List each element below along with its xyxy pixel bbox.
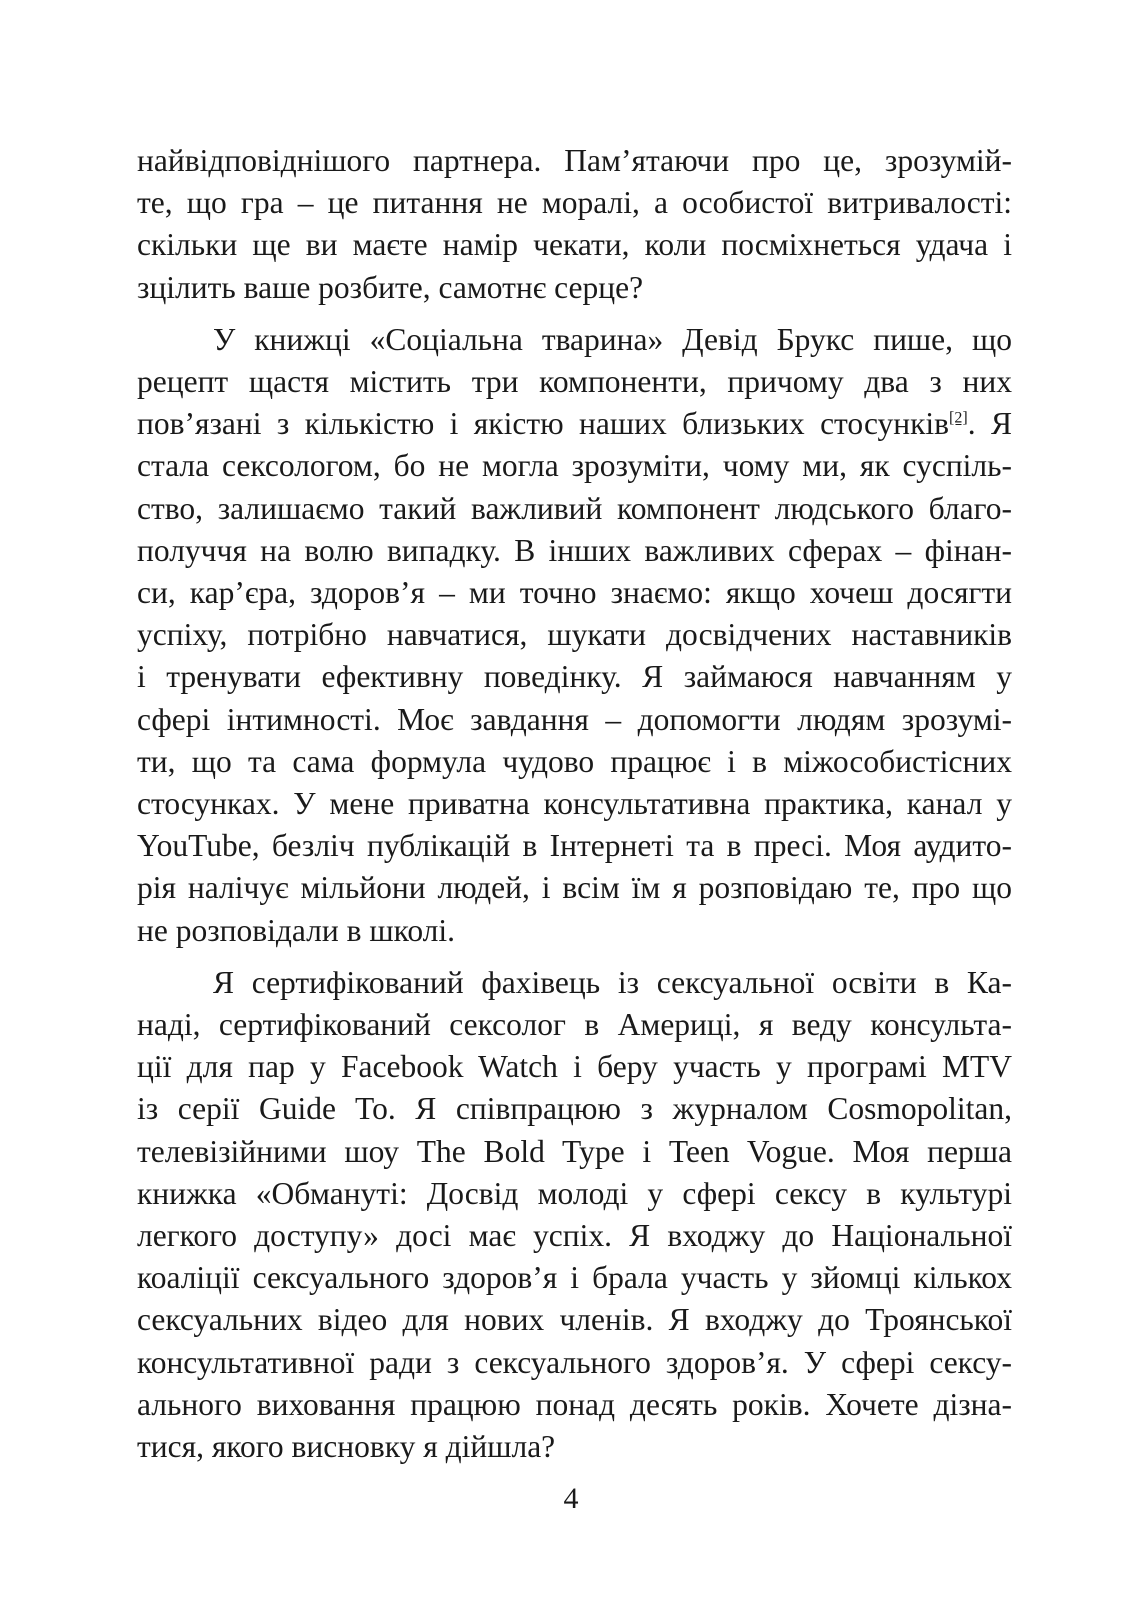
- text-line: У книжці «Соціальна тварина» Девід Брукс пише, що: [213, 321, 1012, 357]
- text-line: рія налічує мільйони людей, і всім їм я розповідаю те, про що: [137, 870, 1012, 906]
- text-line: YouTube, безліч публікацій в Інтернеті та в пресі. Моя аудито-: [137, 828, 1012, 864]
- text-line: тися, якого висновку я дійшла?: [137, 1429, 556, 1465]
- text-line: коаліції сексуального здоров’я і брала участь у зйомці кількох: [137, 1260, 1012, 1296]
- footnote-reference-link[interactable]: [2]: [949, 409, 968, 427]
- text-line: сексуальних відео для нових членів. Я входжу до Троянської: [137, 1302, 1012, 1338]
- text-line: те, що гра – це питання не моралі, а особистої витривалості:: [137, 185, 1012, 221]
- text-line: рецепт щастя містить три компоненти, причому два з них: [137, 364, 1012, 400]
- text-line: наді, сертифікований сексолог в Америці, я веду консульта-: [137, 1007, 1012, 1043]
- text-line: ти, що та сама формула чудово працює і в міжособистісних: [137, 743, 1012, 779]
- text-line: сфері інтимності. Моє завдання – допомогти людям зрозумі-: [137, 701, 1012, 737]
- page-number: 4: [563, 1482, 579, 1515]
- text-line: книжка «Обмануті: Досвід молоді у сфері сексу в культурі: [137, 1175, 1012, 1211]
- text-line-with-footnote: [137, 403, 1012, 445]
- paragraph-1: [137, 140, 1012, 309]
- paragraph-2: [137, 319, 1012, 952]
- text-line: ального виховання працюю понад десять років. Хочете дізна-: [137, 1386, 1012, 1422]
- text-line: зцілить ваше розбите, самотнє серце?: [137, 269, 644, 305]
- text-segment: пов’язані з кількістю і якістю наших близьких стосунків: [137, 406, 950, 442]
- text-line: і тренувати ефективну поведінку. Я займаюся навчанням у: [137, 659, 1012, 695]
- text-line: получчя на волю випадку. В інших важливих сферах – фінан-: [137, 532, 1012, 568]
- text-line: легкого доступу» досі має успіх. Я входжу до Національної: [137, 1218, 1012, 1254]
- text-line: успіху, потрібно навчатися, шукати досвідчених наставників: [137, 617, 1012, 653]
- text-line: телевізійними шоу The Bold Type і Teen Vogue. Моя перша: [137, 1133, 1012, 1169]
- text-line: Я сертифікований фахівець із сексуальної освіти в Ка-: [213, 964, 1012, 1000]
- text-line: ції для пар у Facebook Watch і беру участь у програмі MTV: [137, 1049, 1012, 1085]
- paragraph-3: [137, 962, 1012, 1468]
- text-line: скільки ще ви маєте намір чекати, коли посміхнеться удача і: [137, 227, 1012, 263]
- text-line: стосунках. У мене приватна консультативна практика, канал у: [137, 786, 1012, 822]
- text-segment: . Я: [967, 406, 1012, 442]
- text-line: консультативної ради з сексуального здоров’я. У сфері сексу-: [137, 1344, 1012, 1380]
- text-line: ство, залишаємо такий важливий компонент людського благо-: [137, 490, 1012, 526]
- text-line: найвідповіднішого партнера. Пам’ятаючи про це, зрозумій-: [137, 143, 1012, 178]
- body-text: [137, 140, 1012, 1468]
- text-line: із серії Guide To. Я співпрацюю з журналом Cosmopolitan,: [137, 1091, 1012, 1127]
- text-line: стала сексологом, бо не могла зрозуміти, чому ми, як суспіль-: [137, 448, 1012, 484]
- text-line: си, кар’єра, здоров’я – ми точно знаємо: якщо хочеш досягти: [137, 575, 1012, 611]
- text-line: не розповідали в школі.: [137, 912, 456, 948]
